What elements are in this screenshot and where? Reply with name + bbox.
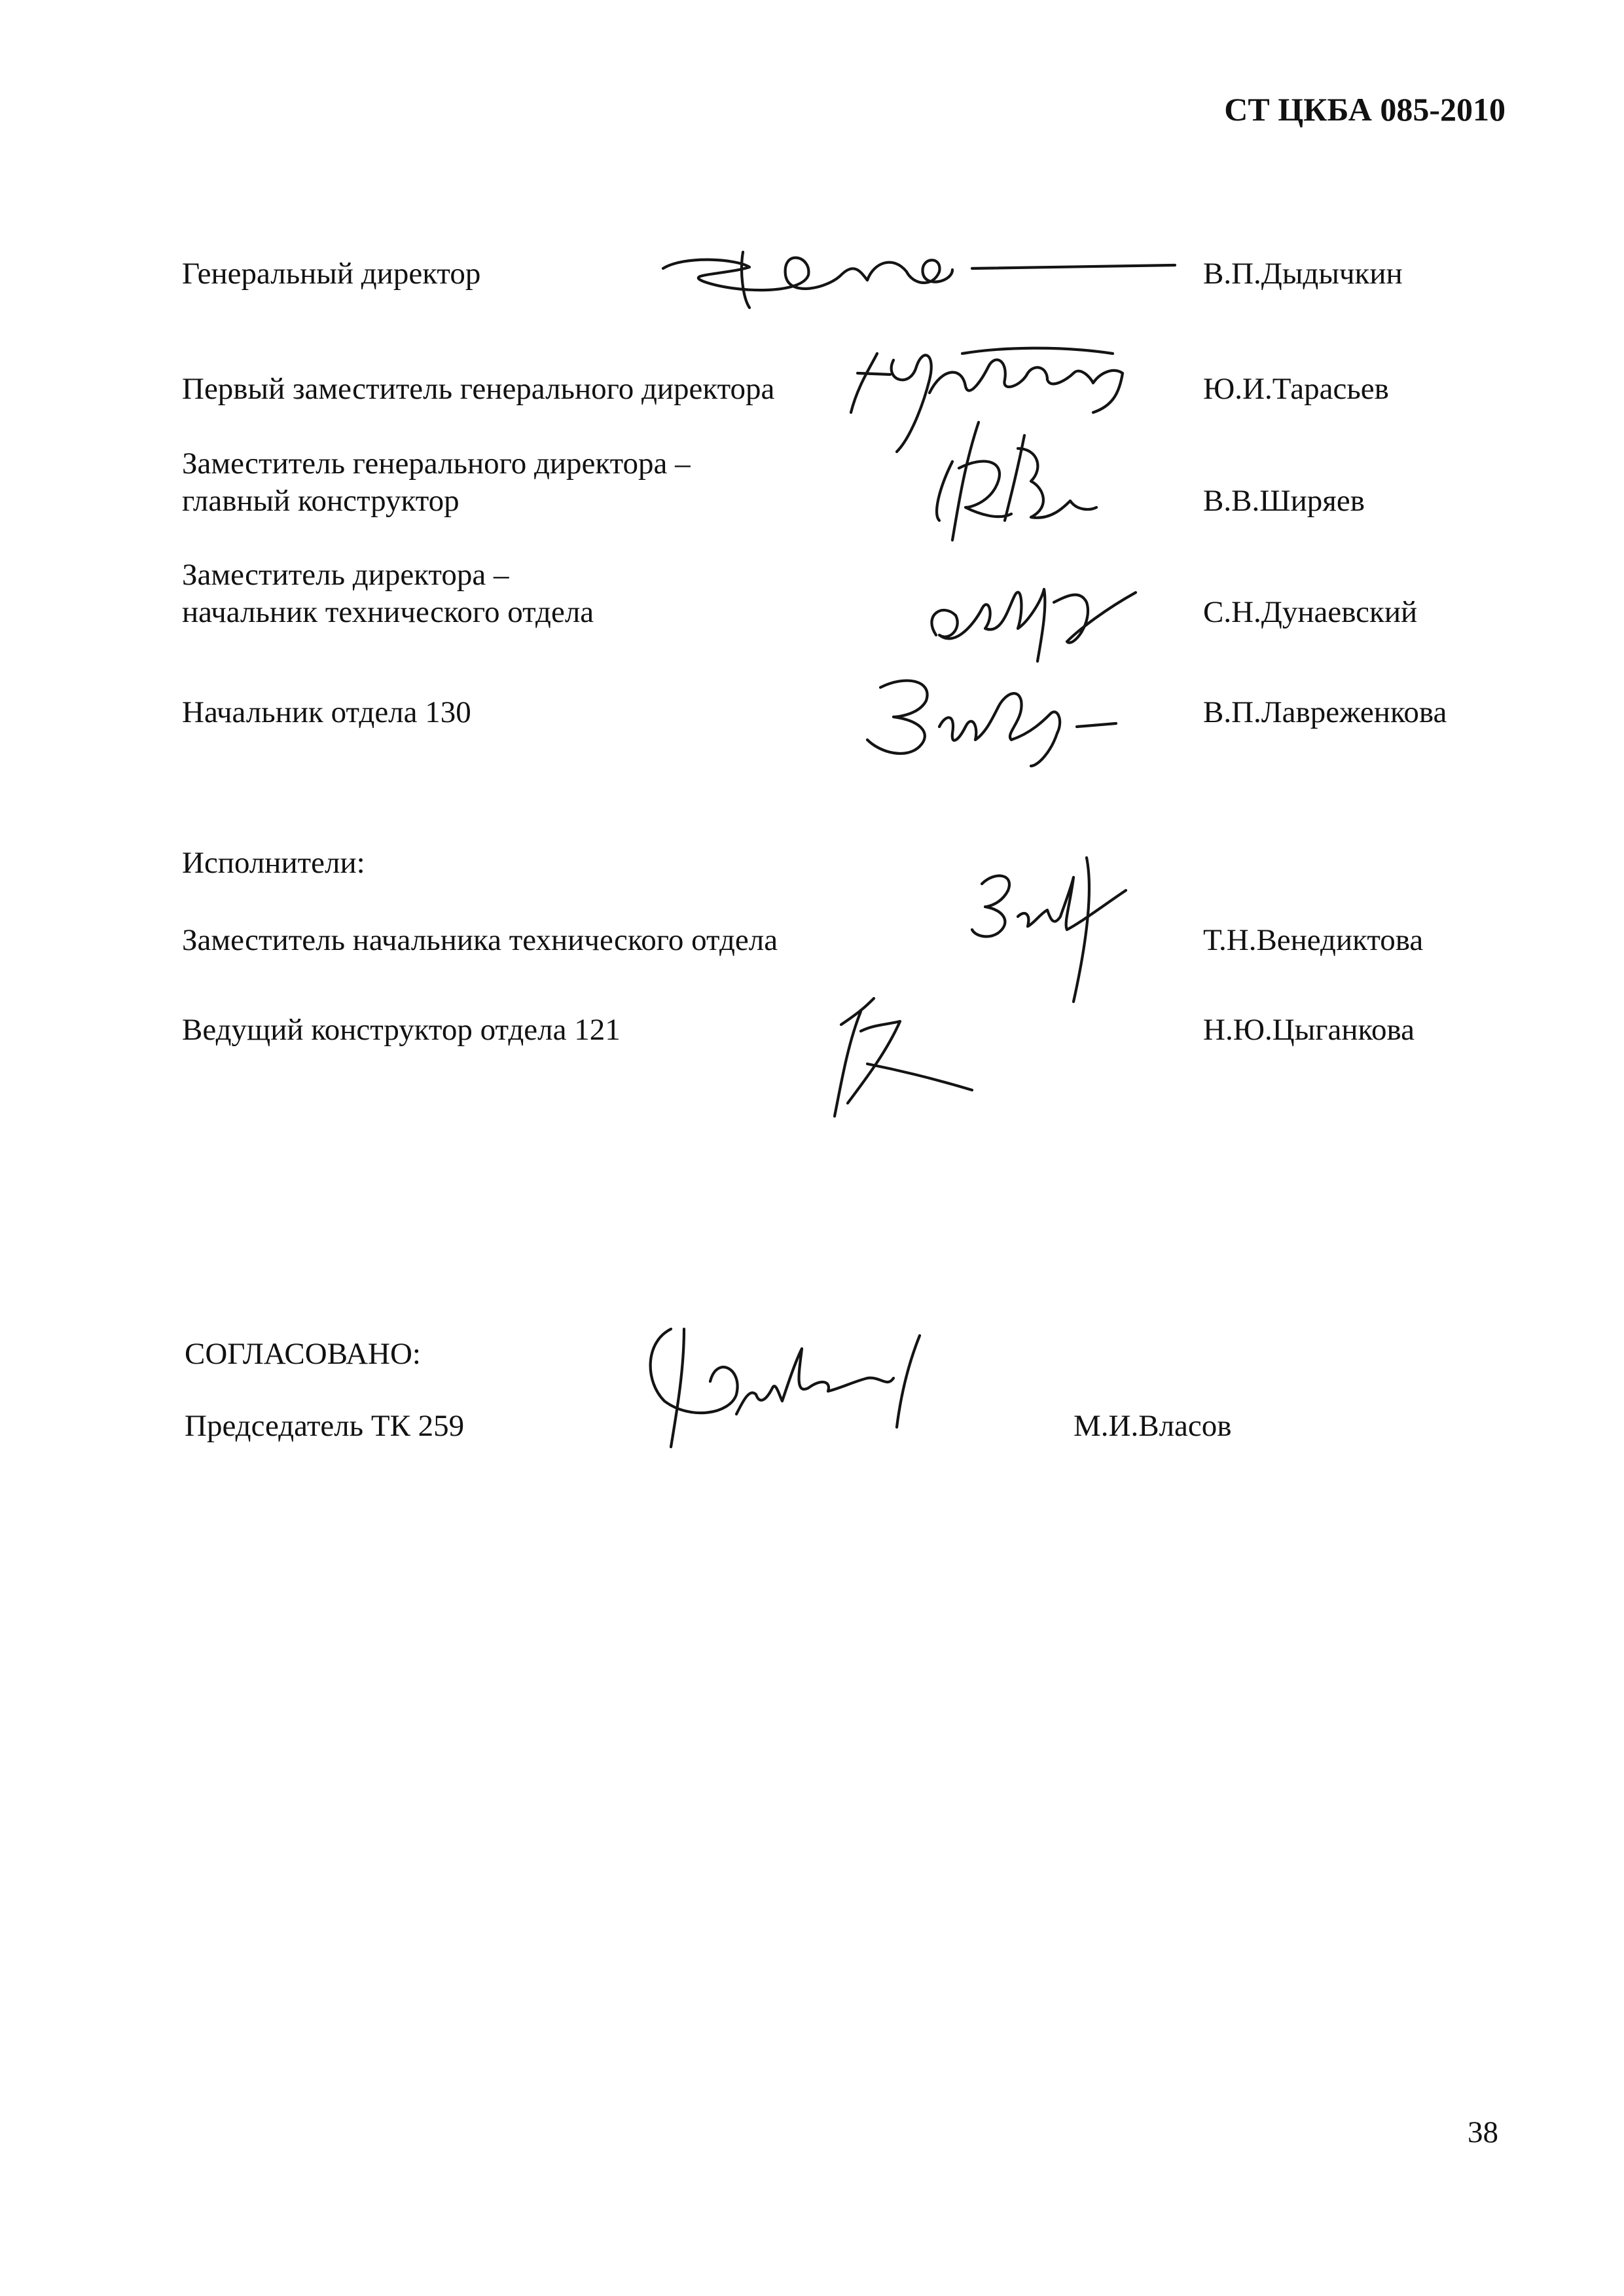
signatory-name-shiryaev: В.В.Ширяев <box>1203 484 1365 518</box>
signature-dydychkin <box>645 236 1182 314</box>
signatory-position-first-deputy: Первый заместитель генерального директора <box>182 372 775 406</box>
approval-position: Председатель ТК 259 <box>185 1409 465 1443</box>
signature-venediktova <box>956 851 1152 1015</box>
document-code: СТ ЦКБА 085-2010 <box>1224 91 1506 128</box>
performer-position-lead-designer: Ведущий конструктор отдела 121 <box>182 1013 621 1047</box>
signatory-position-head-technical-line2: начальник технического отдела <box>182 595 594 629</box>
signatory-position-head-dept-130: Начальник отдела 130 <box>182 695 471 729</box>
signature-shiryaev <box>913 409 1110 547</box>
signature-lavrezhenkova <box>841 661 1129 773</box>
signature-dunaevsky <box>910 563 1146 668</box>
page-number: 38 <box>1468 2115 1498 2149</box>
signatory-position-deputy-chief-designer-line1: Заместитель генерального директора – <box>182 446 691 481</box>
signatory-name-lavrezhenkova: В.П.Лавреженкова <box>1203 695 1447 729</box>
approval-name-vlasov: М.И.Власов <box>1074 1409 1232 1443</box>
approval-heading: СОГЛАСОВАНО: <box>185 1337 421 1371</box>
signatory-name-tarasiev: Ю.И.Тарасьев <box>1203 372 1389 406</box>
performers-heading: Исполнители: <box>182 846 365 880</box>
performer-position-deputy-technical: Заместитель начальника технического отдела <box>182 923 778 957</box>
signature-vlasov <box>632 1316 959 1453</box>
performer-name-tsygankova: Н.Ю.Цыганкова <box>1203 1013 1415 1047</box>
signatory-name-dunaevsky: С.Н.Дунаевский <box>1203 595 1418 629</box>
performer-name-venediktova: Т.Н.Венедиктова <box>1203 923 1424 957</box>
signatory-name-dydychkin: В.П.Дыдычкин <box>1203 257 1403 291</box>
signatory-position-head-technical-line1: Заместитель директора – <box>182 558 509 592</box>
signatory-position-deputy-chief-designer-line2: главный конструктор <box>182 484 460 518</box>
signature-tsygankova <box>821 985 979 1123</box>
signatory-position-general-director: Генеральный директор <box>182 257 481 291</box>
